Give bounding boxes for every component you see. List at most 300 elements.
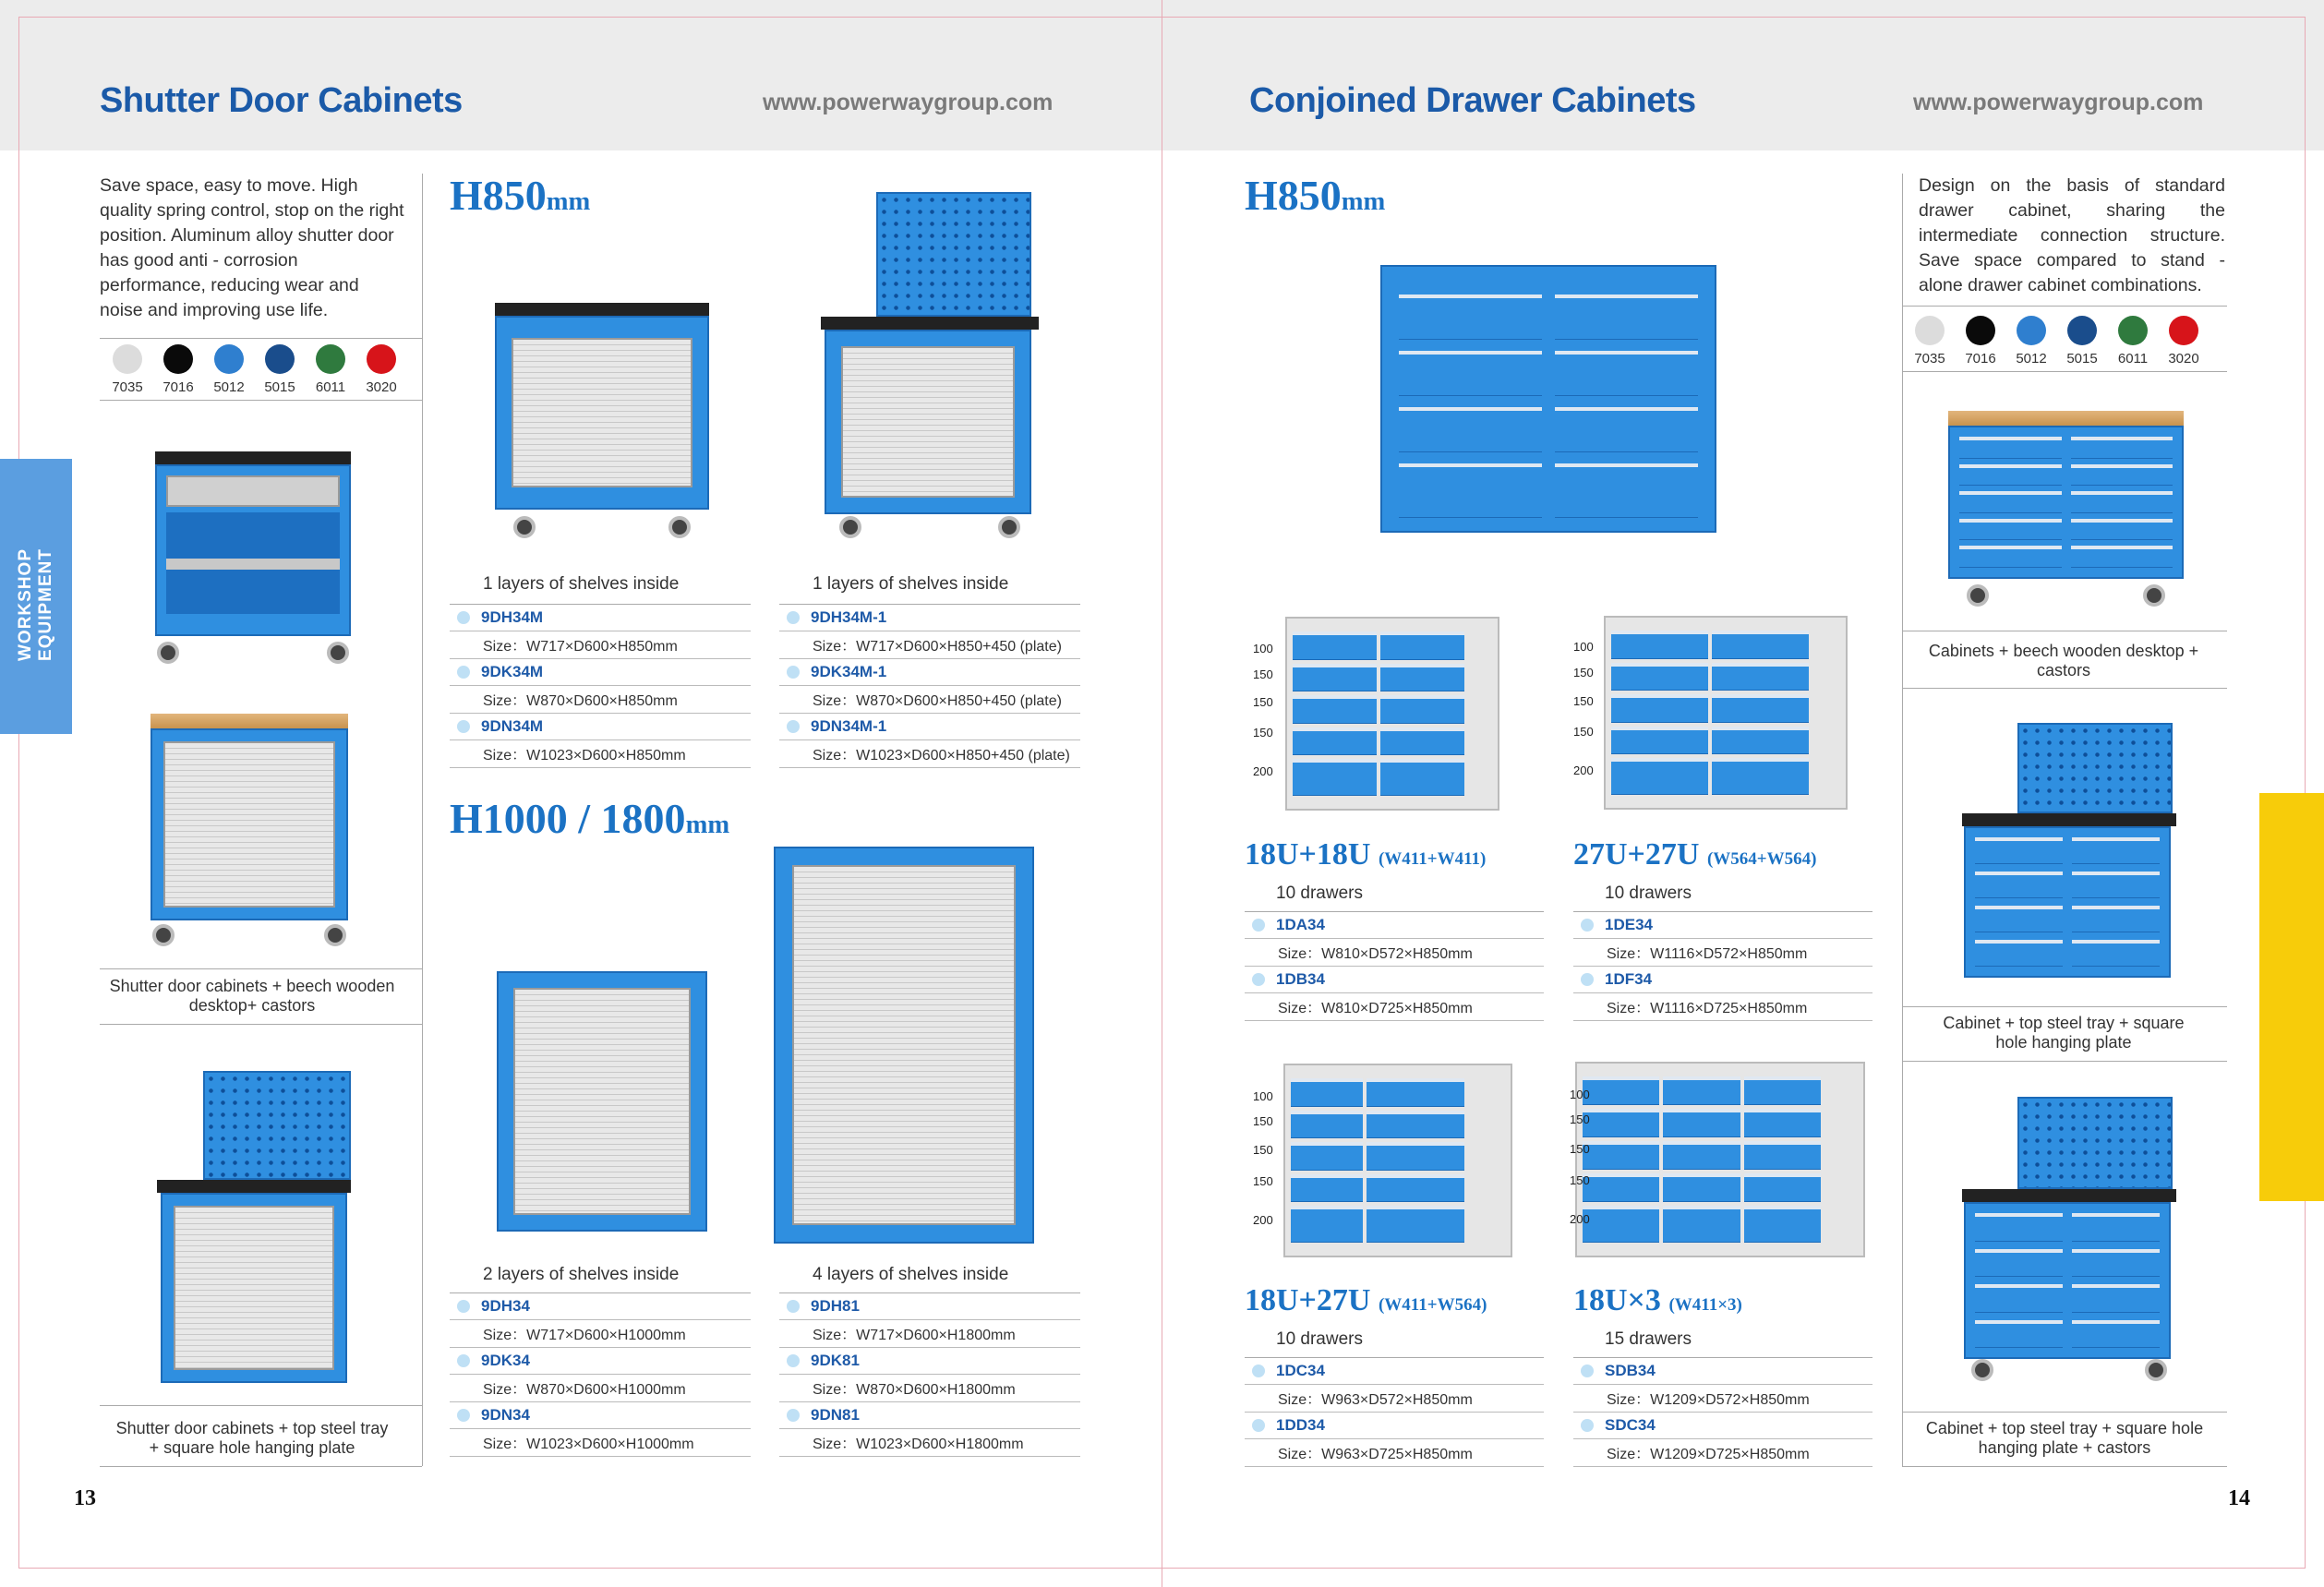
- model-size: Size：W1116×D725×H850mm: [1573, 993, 1872, 1021]
- product-image-9DH34M: [495, 303, 709, 538]
- drawer: [1611, 694, 1708, 723]
- cabinet-body: [161, 1193, 347, 1383]
- model-size: Size：W810×D725×H850mm: [1245, 993, 1544, 1021]
- product-27u27u: [1573, 837, 1872, 1021]
- right-swatch-bottom-rule: [1902, 371, 2227, 372]
- drawer: [1367, 1111, 1464, 1139]
- h850-group-1: [450, 574, 751, 768]
- drawer: [2071, 464, 2173, 487]
- right-column-divider: [1902, 174, 1903, 1466]
- drawer-grid: [1583, 1076, 1821, 1243]
- drawer: [1744, 1076, 1821, 1105]
- left-caption1-bottom-rule: [100, 1024, 422, 1025]
- drawer-height-label: 150: [1253, 1114, 1273, 1128]
- swatch-dot: [367, 344, 396, 374]
- model-size: Size：W1023×D600×H850+450 (plate): [779, 740, 1080, 768]
- swatch-label: 5015: [264, 379, 295, 395]
- drawer: [1959, 491, 2062, 513]
- right-caption-2: Cabinet + top steel tray + square hole hanging plate: [1943, 1014, 2185, 1052]
- drawer-grid: [1293, 631, 1464, 796]
- layers-label: 1 layers of shelves inside: [813, 574, 1009, 594]
- cabinet-top: [155, 451, 351, 464]
- model-code: 9DK34M: [450, 659, 751, 686]
- cabinet-top: [1962, 813, 2176, 826]
- drawer-height-label: 150: [1253, 726, 1273, 739]
- left-header-band: [0, 0, 1162, 150]
- drawer: [1744, 1173, 1821, 1202]
- layers-label: 4 layers of shelves inside: [813, 1265, 1009, 1284]
- yellow-edge-tab: [2259, 793, 2324, 1201]
- model-size: Size：W1209×D572×H850mm: [1573, 1385, 1872, 1413]
- product-title: [1245, 1283, 1544, 1318]
- drawer-unit-27u27u: [1604, 616, 1848, 810]
- castor-icon: [839, 516, 861, 538]
- model-size: Size：W1023×D600×H1800mm: [779, 1429, 1080, 1457]
- drawer: [1712, 727, 1809, 755]
- drawer: [2072, 872, 2160, 898]
- swatch-dot: [316, 344, 345, 374]
- swatch-label: 7035: [1914, 351, 1945, 367]
- drawer: [2072, 837, 2160, 864]
- product-title-text: 18U+27U: [1245, 1283, 1371, 1317]
- model-code: SDB34: [1573, 1358, 1872, 1385]
- drawer: [1975, 837, 2063, 864]
- drawer-height-label: 200: [1573, 763, 1594, 777]
- drawer-grid: [1975, 837, 2160, 967]
- model-size: Size：W717×D600×H1800mm: [779, 1320, 1080, 1348]
- drawer: [1663, 1109, 1740, 1137]
- drawer: [2072, 1249, 2160, 1278]
- castor-icon: [327, 642, 349, 664]
- shutter-door: [174, 1206, 334, 1370]
- drawer: [1399, 463, 1542, 518]
- product-title: [1573, 837, 1872, 872]
- product-title: [1245, 837, 1544, 872]
- product-image-open-cabinet: [155, 451, 351, 664]
- product-title-sub: (W411×3): [1668, 1295, 1742, 1315]
- right-description: Design on the basis of standard drawer cabinet, sharing the intermediate connection structure. Save space compared to stand - alone drawer cabinet combinations.: [1919, 175, 2225, 295]
- drawer: [1293, 727, 1377, 756]
- drawer-grid: [1959, 437, 2173, 568]
- cabinet-top: [157, 1180, 351, 1193]
- drawer: [1380, 695, 1464, 724]
- swatch-dot: [214, 344, 244, 374]
- drawer-height-label: 100: [1253, 1089, 1273, 1103]
- drawer-height-label: 150: [1253, 667, 1273, 681]
- product-18u27u: [1245, 1283, 1544, 1467]
- page-border-left: [18, 17, 19, 1569]
- model-size: Size：W717×D600×H850mm: [450, 631, 751, 659]
- cabinet-body: [1948, 426, 2184, 579]
- drawer: [1959, 519, 2062, 541]
- drawer: [1975, 1284, 2063, 1313]
- drawer-count: 10 drawers: [1276, 1329, 1363, 1349]
- drawer: [1583, 1141, 1659, 1170]
- drawer: [1712, 631, 1809, 659]
- cabinet-drawer: [166, 475, 340, 507]
- model-size: Size：W717×D600×H1000mm: [450, 1320, 751, 1348]
- left-page-title: Shutter Door Cabinets: [100, 81, 463, 120]
- castor-icon: [1967, 584, 1989, 607]
- left-caption1-top-rule: [100, 968, 422, 969]
- left-swatch-top-rule: [100, 338, 422, 339]
- cabinet-body: [825, 330, 1031, 514]
- layers-label: 2 layers of shelves inside: [483, 1265, 680, 1284]
- right-page-title: Conjoined Drawer Cabinets: [1249, 81, 1696, 120]
- drawer: [2072, 1213, 2160, 1242]
- drawer: [1399, 351, 1542, 396]
- cabinet-top: [821, 317, 1039, 330]
- beech-desktop: [151, 714, 348, 728]
- model-size: Size：W963×D572×H850mm: [1245, 1385, 1544, 1413]
- model-code: 1DC34: [1245, 1358, 1544, 1385]
- swatch-label: 7035: [112, 379, 143, 395]
- model-code: 9DH34M: [450, 605, 751, 631]
- swatch-label: 6011: [2117, 351, 2149, 367]
- drawer: [1399, 407, 1542, 452]
- swatch-dot: [1966, 316, 1995, 345]
- drawer: [1367, 1078, 1464, 1107]
- drawer-grid: [1399, 295, 1698, 518]
- drawer: [1555, 463, 1698, 518]
- rule: [1245, 1357, 1544, 1358]
- castor-icon: [1971, 1359, 1993, 1381]
- drawer-height-label: 150: [1253, 1143, 1273, 1157]
- drawer: [1583, 1173, 1659, 1202]
- model-code: 1DF34: [1573, 967, 1872, 993]
- swatch-5015: [2065, 316, 2099, 367]
- drawer: [1291, 1174, 1363, 1203]
- right-caption-1: Cabinets + beech wooden desktop + castors: [1928, 642, 2199, 679]
- swatch-label: 7016: [163, 379, 194, 395]
- drawer-height-label: 150: [1253, 1174, 1273, 1188]
- drawer: [1291, 1206, 1363, 1243]
- right-website-url[interactable]: www.powerwaygroup.com: [1913, 90, 2204, 115]
- drawer-height-label: 150: [1570, 1173, 1590, 1187]
- swatch-7016: [1964, 316, 1997, 367]
- swatch-dot: [2169, 316, 2198, 345]
- rule: [1573, 911, 1872, 912]
- cabinet-body: [495, 316, 709, 510]
- model-code: 9DK34M-1: [779, 659, 1080, 686]
- heading-unit: mm: [546, 187, 591, 216]
- castor-icon: [998, 516, 1020, 538]
- swatch-5012: [212, 344, 246, 395]
- model-code: 9DN34: [450, 1402, 751, 1429]
- left-caption2-top-rule: [100, 1405, 422, 1406]
- model-code: SDC34: [1573, 1413, 1872, 1439]
- drawer: [2072, 906, 2160, 932]
- cabinet-shelf: [166, 559, 340, 570]
- drawer: [1555, 295, 1698, 340]
- drawer: [1555, 351, 1698, 396]
- drawer: [1367, 1174, 1464, 1203]
- right-caption-3: Cabinet + top steel tray + square hole hanging plate + castors: [1925, 1419, 2204, 1457]
- drawer: [1293, 631, 1377, 660]
- rule: [1245, 911, 1544, 912]
- drawer: [1712, 758, 1809, 795]
- drawer: [2071, 437, 2173, 459]
- heading-text: H850: [450, 172, 547, 219]
- model-size: Size：W870×D600×H1000mm: [450, 1375, 751, 1402]
- swatch-3020: [2167, 316, 2200, 367]
- swatch-5012: [2015, 316, 2048, 367]
- drawer-height-label: 200: [1570, 1212, 1590, 1226]
- drawer: [1712, 663, 1809, 691]
- swatch-label: 3020: [366, 379, 397, 395]
- swatch-3020: [365, 344, 398, 395]
- drawer-height-label: 150: [1253, 695, 1273, 709]
- left-caption-2: Shutter door cabinets + top steel tray + square hole hanging plate: [115, 1419, 389, 1457]
- drawer: [1293, 759, 1377, 796]
- drawer: [1380, 727, 1464, 756]
- drawer: [1959, 437, 2062, 459]
- drawer: [1975, 1213, 2063, 1242]
- right-swatch-top-rule: [1902, 306, 2227, 307]
- drawer: [1399, 295, 1542, 340]
- model-code: 1DB34: [1245, 967, 1544, 993]
- cabinet-top: [1962, 1189, 2176, 1202]
- drawer: [1975, 906, 2063, 932]
- cabinet-body: [1964, 826, 2171, 978]
- heading-unit: mm: [1341, 187, 1386, 216]
- model-code: 9DN34M: [450, 714, 751, 740]
- model-code: 9DN34M-1: [779, 714, 1080, 740]
- drawer: [1712, 694, 1809, 723]
- swatch-dot: [113, 344, 142, 374]
- right-caption3-bottom-rule: [1902, 1466, 2227, 1467]
- drawer: [1583, 1109, 1659, 1137]
- drawer: [1959, 464, 2062, 487]
- drawer-count: 10 drawers: [1605, 884, 1692, 903]
- drawer: [1291, 1078, 1363, 1107]
- swatch-label: 6011: [315, 379, 346, 395]
- shutter-door: [792, 865, 1016, 1225]
- drawer: [1380, 631, 1464, 660]
- swatch-dot: [2067, 316, 2097, 345]
- drawer: [1663, 1076, 1740, 1105]
- left-column-divider: [422, 174, 423, 1466]
- drawer-unit-18u27u: [1283, 1064, 1512, 1257]
- drawer: [1583, 1206, 1659, 1243]
- cabinet-body: [151, 728, 348, 920]
- drawer-height-label: 150: [1573, 725, 1594, 739]
- product-image-shutter-beech: [151, 714, 348, 946]
- castor-icon: [2143, 584, 2165, 607]
- drawer: [1975, 1320, 2063, 1349]
- model-code: 9DN81: [779, 1402, 1080, 1429]
- rule: [450, 1292, 751, 1293]
- product-18u18u: [1245, 837, 1544, 1021]
- model-code: 9DH34M-1: [779, 605, 1080, 631]
- castor-icon: [152, 924, 175, 946]
- drawer: [1975, 940, 2063, 967]
- product-image-beech-castors: [1948, 411, 2184, 607]
- swatch-dot: [1915, 316, 1945, 345]
- h1000-group-1: [450, 1265, 751, 1457]
- beech-desktop: [1948, 411, 2184, 426]
- drawer: [2072, 1284, 2160, 1313]
- left-caption-1: Shutter door cabinets + beech wooden desktop+ castors: [109, 977, 395, 1015]
- drawer: [1367, 1142, 1464, 1171]
- cabinet-body: [155, 464, 351, 636]
- castor-icon: [157, 642, 179, 664]
- drawer-height-label: 100: [1570, 1088, 1590, 1101]
- drawer: [1975, 1249, 2063, 1278]
- swatch-label: 3020: [2168, 351, 2199, 367]
- drawer: [1611, 758, 1708, 795]
- drawer-height-label: 150: [1570, 1142, 1590, 1156]
- product-title: [1573, 1283, 1872, 1318]
- right-h850-heading: [1245, 171, 1385, 220]
- swatch-dot: [265, 344, 295, 374]
- product-title-text: 18U+18U: [1245, 837, 1371, 872]
- left-page-number: 13: [74, 1486, 96, 1510]
- model-code: 1DA34: [1245, 912, 1544, 939]
- swatch-6011: [2116, 316, 2149, 367]
- shutter-door: [513, 988, 691, 1215]
- right-caption2-bottom-rule: [1902, 1061, 2227, 1062]
- right-color-swatches: [1913, 316, 2200, 367]
- model-size: Size：W870×D600×H850mm: [450, 686, 751, 714]
- drawer: [2072, 940, 2160, 967]
- drawer: [1611, 663, 1708, 691]
- drawer: [1611, 727, 1708, 755]
- right-header-band: [1162, 0, 2324, 150]
- castor-icon: [324, 924, 346, 946]
- drawer: [1611, 631, 1708, 659]
- model-size: Size：W1209×D725×H850mm: [1573, 1439, 1872, 1467]
- heading-text: H850: [1245, 172, 1342, 219]
- product-title-text: 18U×3: [1573, 1283, 1661, 1317]
- left-website-url[interactable]: www.powerwaygroup.com: [763, 90, 1054, 115]
- drawer: [1959, 546, 2062, 568]
- model-size: Size：W870×D600×H1800mm: [779, 1375, 1080, 1402]
- drawer: [1744, 1109, 1821, 1137]
- model-size: Size：W810×D572×H850mm: [1245, 939, 1544, 967]
- left-caption2-bottom-rule: [100, 1466, 422, 1467]
- model-size: Size：W963×D725×H850mm: [1245, 1439, 1544, 1467]
- product-title-text: 27U+27U: [1573, 837, 1700, 872]
- drawer: [1293, 664, 1377, 692]
- drawer-count: 15 drawers: [1605, 1329, 1692, 1349]
- product-image-tray-pegboard: [1962, 723, 2176, 978]
- model-code: 9DK34: [450, 1348, 751, 1375]
- model-code: 9DK81: [779, 1348, 1080, 1375]
- left-swatch-bottom-rule: [100, 400, 422, 401]
- drawer: [1744, 1206, 1821, 1243]
- drawer-height-label: 150: [1573, 666, 1594, 679]
- swatch-dot: [163, 344, 193, 374]
- drawer: [1293, 695, 1377, 724]
- layers-label: 1 layers of shelves inside: [483, 574, 680, 594]
- drawer: [1663, 1206, 1740, 1243]
- hanging-plate: [876, 192, 1031, 317]
- model-size: Size：W717×D600×H850+450 (plate): [779, 631, 1080, 659]
- swatch-label: 5012: [213, 379, 245, 395]
- drawer-height-label: 200: [1253, 764, 1273, 778]
- model-size: Size：W1023×D600×H850mm: [450, 740, 751, 768]
- drawer: [2071, 491, 2173, 513]
- cabinet-top: [495, 303, 709, 316]
- rule: [450, 604, 751, 605]
- product-title-sub: (W564+W564): [1706, 849, 1817, 869]
- swatch-label: 7016: [1965, 351, 1996, 367]
- swatch-6011: [314, 344, 347, 395]
- left-h850-heading: [450, 171, 590, 220]
- castor-icon: [513, 516, 536, 538]
- drawer: [1380, 759, 1464, 796]
- swatch-7035: [111, 344, 144, 395]
- heading-unit: mm: [685, 811, 730, 839]
- hanging-plate: [203, 1071, 351, 1180]
- model-size: Size：W870×D600×H850+450 (plate): [779, 686, 1080, 714]
- drawer: [1367, 1206, 1464, 1243]
- right-caption2-top-rule: [1902, 1006, 2227, 1007]
- product-image-tray-pegboard-castors: [1962, 1097, 2176, 1381]
- swatch-dot: [2017, 316, 2046, 345]
- castor-icon: [2145, 1359, 2167, 1381]
- swatch-dot: [2118, 316, 2148, 345]
- drawer: [1744, 1141, 1821, 1170]
- product-image-9DH81: [774, 847, 1034, 1244]
- shutter-door: [512, 338, 692, 487]
- hanging-plate: [2017, 1097, 2173, 1189]
- drawer-grid: [1975, 1213, 2160, 1348]
- product-image-9DH34: [497, 971, 707, 1232]
- drawer-grid: [1291, 1078, 1464, 1243]
- right-caption1-bottom-rule: [1902, 688, 2227, 689]
- drawer: [1663, 1141, 1740, 1170]
- drawer-height-label: 150: [1570, 1112, 1590, 1126]
- rule: [779, 1292, 1080, 1293]
- drawer-height-label: 100: [1573, 640, 1594, 654]
- left-description: Save space, easy to move. High quality spring control, stop on the right position. Aluminum alloy shutter door has good anti - corrosion performance, reducing wear and noise and improving use life.: [100, 175, 404, 320]
- heading-text: H1000 / 1800: [450, 795, 686, 842]
- castor-icon: [668, 516, 691, 538]
- drawer: [1380, 664, 1464, 692]
- right-page-number: 14: [2228, 1486, 2250, 1510]
- drawer: [1583, 1076, 1659, 1105]
- product-title-sub: (W411+W564): [1378, 1295, 1487, 1315]
- drawer-height-label: 200: [1253, 1213, 1273, 1227]
- drawer: [2071, 546, 2173, 568]
- h1000-group-2: [779, 1265, 1080, 1457]
- rule: [779, 604, 1080, 605]
- right-caption3-top-rule: [1902, 1412, 2227, 1413]
- cabinet-body: [1964, 1202, 2171, 1359]
- drawer-unit-18ux3: [1575, 1062, 1865, 1257]
- model-code: 9DH81: [779, 1293, 1080, 1320]
- drawer-unit-18u18u: [1285, 617, 1499, 811]
- drawer: [1291, 1111, 1363, 1139]
- left-h1000-heading: [450, 794, 729, 843]
- swatch-5015: [263, 344, 296, 395]
- drawer: [1291, 1142, 1363, 1171]
- hanging-plate: [2017, 723, 2173, 813]
- model-size: Size：W1116×D572×H850mm: [1573, 939, 1872, 967]
- product-image-conjoined-large: [1380, 265, 1716, 533]
- model-code: 9DH34: [450, 1293, 751, 1320]
- drawer-height-label: 150: [1573, 694, 1594, 708]
- drawer-grid: [1611, 631, 1809, 795]
- drawer: [2071, 519, 2173, 541]
- swatch-label: 5012: [2016, 351, 2047, 367]
- drawer: [1975, 872, 2063, 898]
- product-title-sub: (W411+W411): [1378, 849, 1487, 869]
- drawer-height-label: 100: [1253, 642, 1273, 655]
- product-18ux3: [1573, 1283, 1872, 1467]
